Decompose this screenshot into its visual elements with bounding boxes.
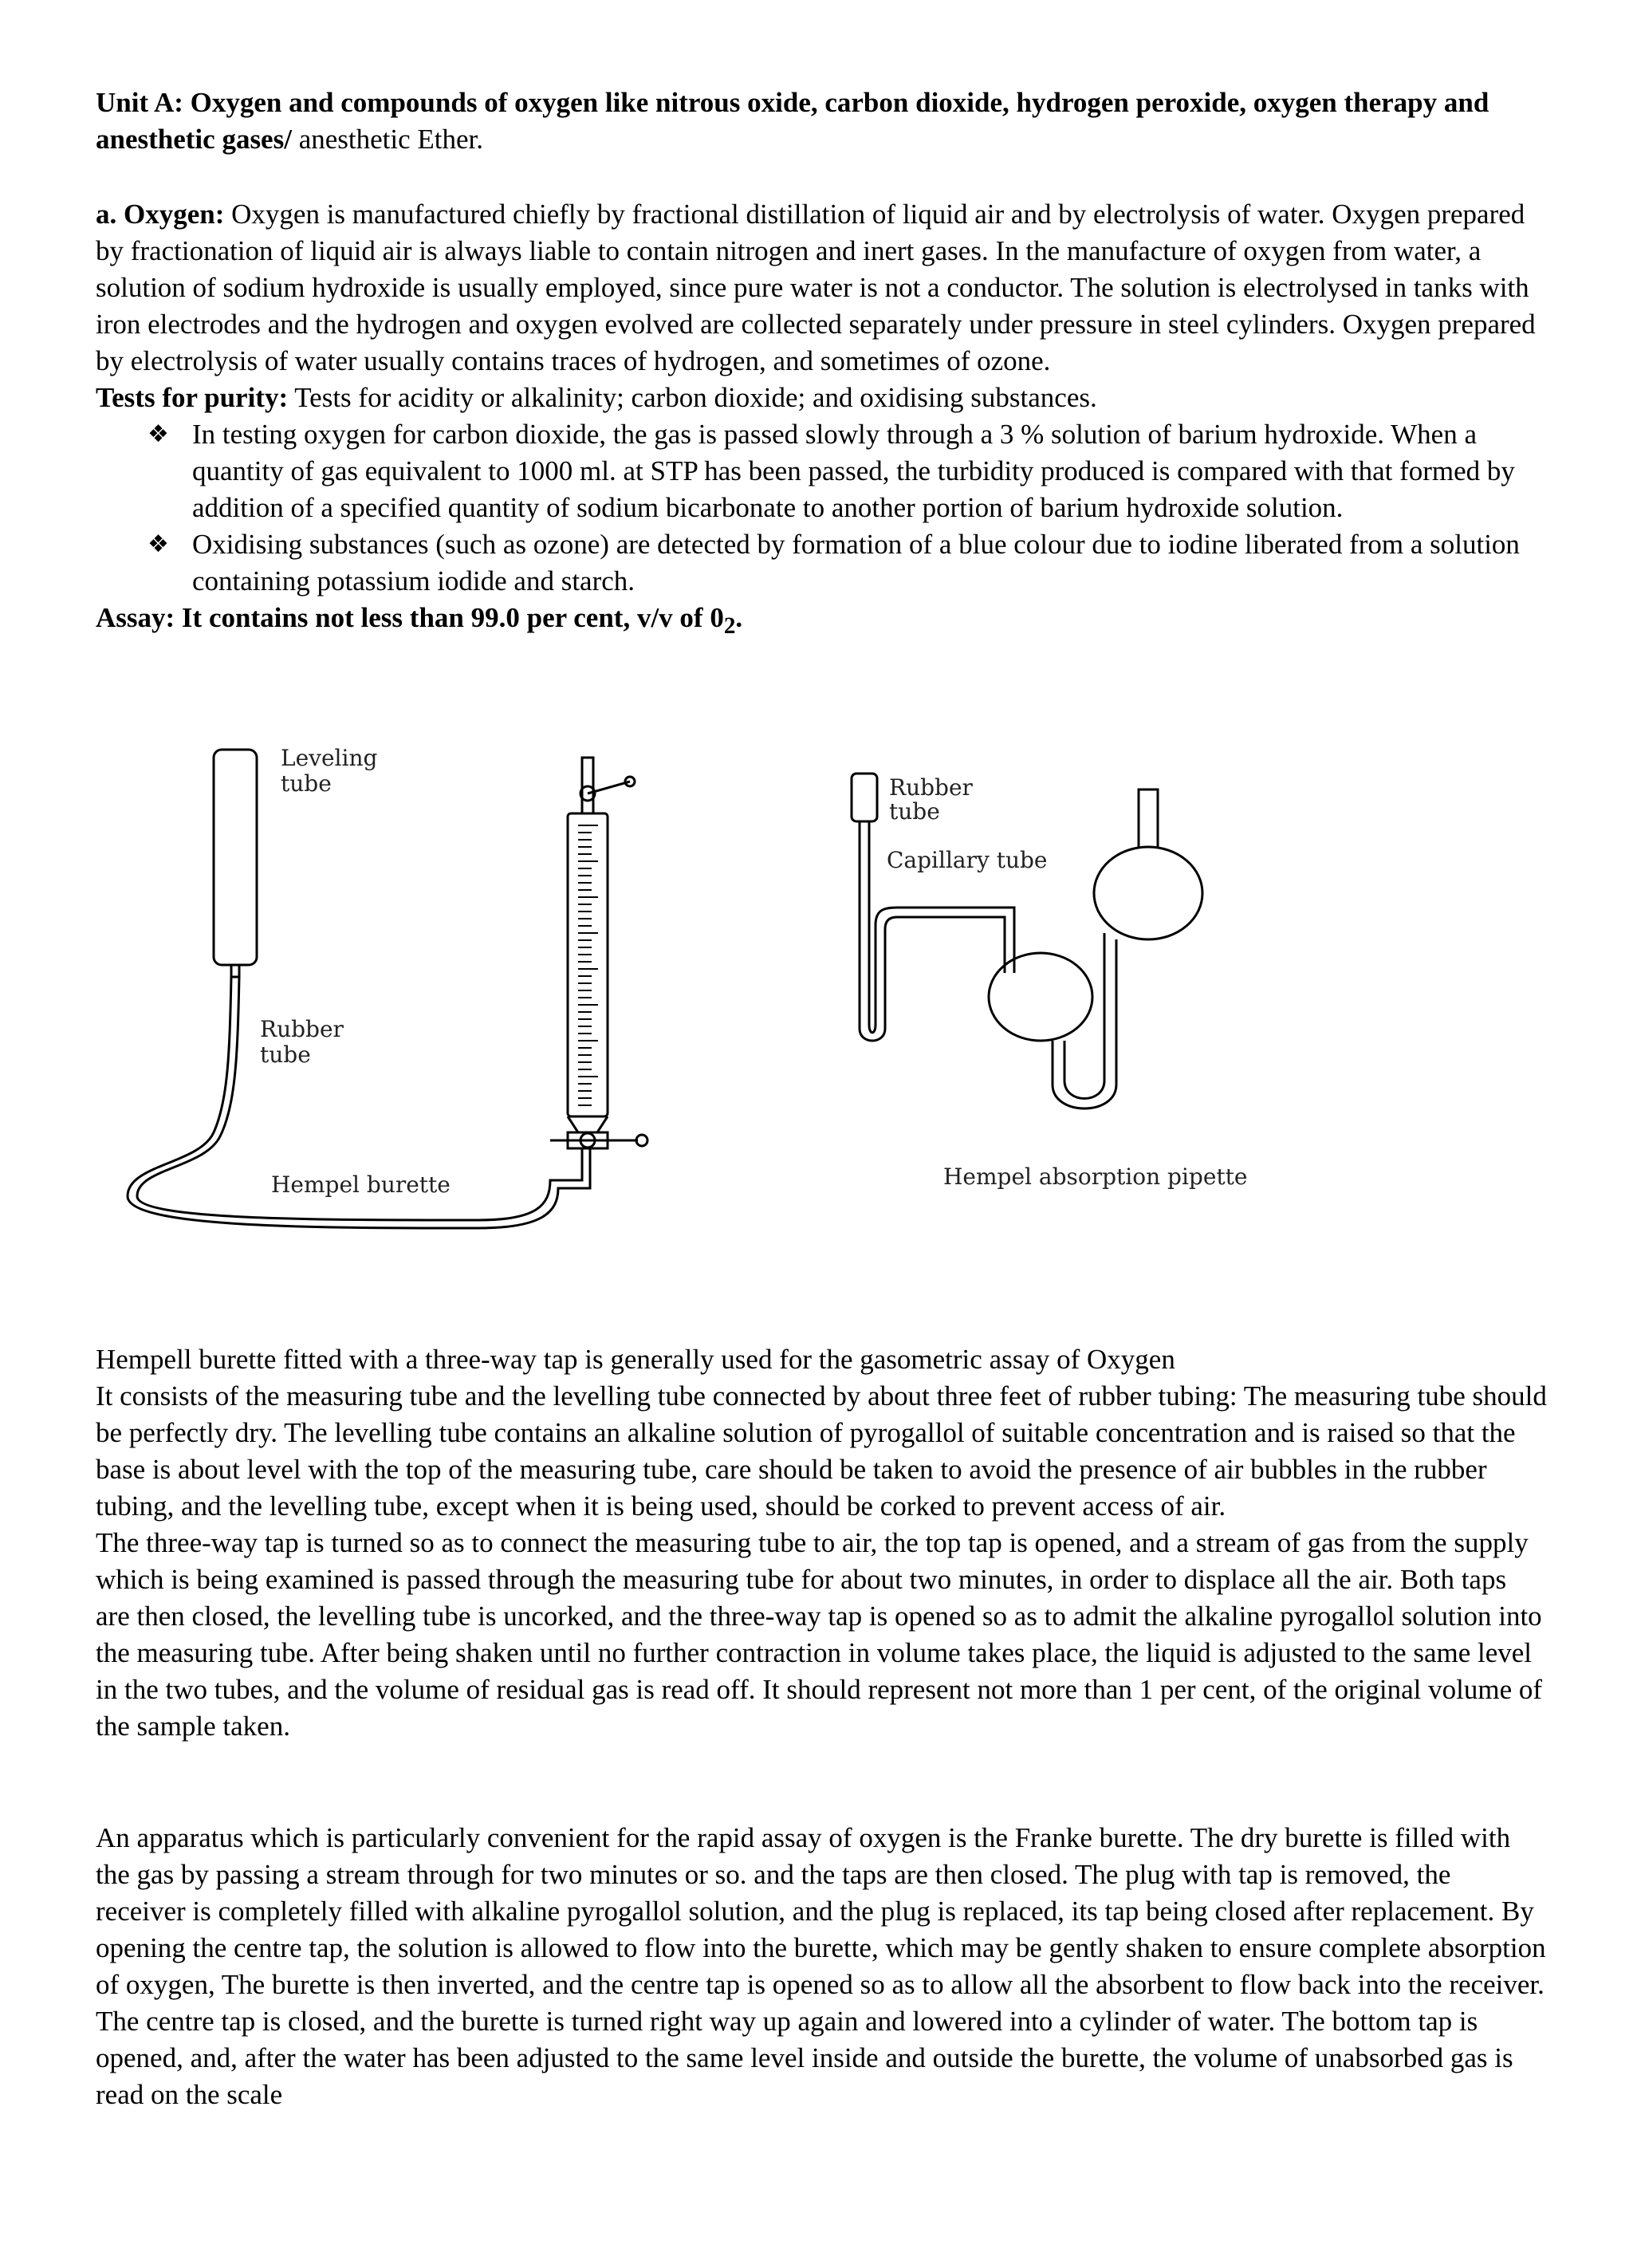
list-item-text: Oxidising substances (such as ozone) are detected by formation of a blue colour due to iodine liberated from a solution containing potassium iodide and starch. [192,529,1520,597]
title-paragraph [96,85,1547,158]
assay-main: Assay: It contains not less than 99.0 per cent, v/v of 0 [96,602,724,633]
diamond-bullet-icon: ❖ [148,420,169,448]
list-item [148,416,1547,526]
oxygen-paragraph [96,196,1547,380]
purity-test-list [96,416,1547,600]
hempel-burette-caption: Hempel burette [271,1171,451,1198]
upper-bulb-neck [1139,789,1158,847]
connecting-u-tube-outer [1053,939,1116,1108]
burette-section [96,1341,1547,1745]
leveling-tube-neck [231,965,239,977]
leveling-tube-body [214,750,257,965]
burette-paragraph-2: It consists of the measuring tube and the levelling tube connected by about three feet of rubber tubing: The measuring tube should be perfectly dry. The levelling tube contains an alkaline solution of pyrogallol of suitable concentration and is raised so that the base is about level with the top of the measuring tube, care should be taken to avoid the presence of air bubbles in the rubber tubing, and the levelling tube, except when it is being used, should be corked to prevent access of air. [96,1380,1547,1522]
title-rest: anesthetic Ether. [291,124,483,155]
unit-title [96,85,1547,158]
rubber-tube-right-label-line2: tube [889,798,940,825]
list-item [148,526,1547,600]
franke-section [96,1820,1547,2113]
measuring-tube-body [568,813,608,1116]
list-item-text: In testing oxygen for carbon dioxide, the gas is passed slowly through a 3 % solution of barium hydroxide. When a quantity of gas equivalent to 1000 ml. at STP has been passed, the turbidity produced is compared with that formed by addition of a specified quantity of sodium bicarbonate to another portion of barium hydroxide solution. [192,419,1515,523]
pipette-rubber-tube [852,774,877,821]
rubber-tube-left-label-line2: tube [260,1041,311,1068]
leveling-tube-label-line1: Leveling [281,745,378,771]
purity-text: Tests for acidity or alkalinity; carbon dioxide; and oxidising substances. [288,382,1097,413]
connecting-u-tube-inner [1064,933,1104,1099]
hempel-burette-drawing [128,750,647,1228]
burette-graduations [578,825,598,1105]
rubber-tube-right-label-line1: Rubber [889,774,973,801]
three-way-tap-knob-icon [636,1135,647,1146]
lower-bulb [989,953,1092,1041]
leveling-tube-label-line2: tube [281,770,332,797]
hempel-pipette-caption: Hempel absorption pipette [943,1164,1248,1190]
capillary-tube-label: Capillary tube [887,847,1048,873]
upper-bulb [1094,847,1202,939]
franke-paragraph: An apparatus which is particularly convenient for the rapid assay of oxygen is the Franke burette. The dry burette is filled with the gas by passing a stream through for two minutes or so. and the taps are then closed. The plug with tap is removed, the receiver is completely filled with alkaline pyrogallol solution, and the plug is replaced, its tap being closed after replacement. By opening the centre tap, the solution is allowed to flow into the burette, which may be gently shaken to ensure complete absorption of oxygen, The burette is then inverted, and the centre tap is opened so as to allow all the absorbent to flow back into the receiver. The centre tap is closed, and the burette is turned right way up again and lowered into a cylinder of water. The bottom tap is opened, and, after the water has been adjusted to the same level inside and outside the burette, the volume of unabsorbed gas is read on the scale [96,1822,1546,2110]
title-bold: Unit A: Oxygen and compounds of oxygen like nitrous oxide, carbon dioxide, hydrogen peroxide, oxygen therapy and anesthetic gases/ [96,87,1489,155]
oxygen-text: Oxygen is manufactured chiefly by fractional distillation of liquid air and by electrolysis of water. Oxygen prepared by fractionation of liquid air is always liable to contain nitrogen and inert gases. In the manufacture of oxygen from water, a solution of sodium hydroxide is usually employed, since pure water is not a conductor. The solution is electrolysed in tanks with iron electrodes and the hydrogen and oxygen evolved are collected separately under pressure in steel cylinders. Oxygen prepared by electrolysis of water usually contains traces of hydrogen, and sometimes of ozone. [96,199,1536,376]
measuring-tube-base [568,1116,608,1132]
assay-subscript: 2 [723,613,736,639]
assay-end: . [735,602,743,633]
burette-paragraph-1: Hempell burette fitted with a three-way tap is generally used for the gasometric assay of Oxygen [96,1344,1175,1375]
apparatus-figure [0,718,1633,1276]
oxygen-label: a. Oxygen: [96,199,225,230]
rubber-tube-left-label-line1: Rubber [260,1016,344,1042]
assay-paragraph [96,600,1547,644]
diamond-bullet-icon: ❖ [148,530,169,558]
oxygen-section [96,196,1547,644]
burette-paragraph-3: The three-way tap is turned so as to connect the measuring tube to air, the top tap is opened, and a stream of gas from the supply which is being examined is passed through the measuring tube for about two minutes, in order to displace all the air. Both taps are then closed, the levelling tube is uncorked, and the three-way tap is opened so as to admit the alkaline pyrogallol solution into the measuring tube. After being shaken until no further contraction in volume takes place, the liquid is adjusted to the same level in the two tubes, and the volume of residual gas is read off. It should represent not more than 1 per cent, of the original volume of the sample taken. [96,1527,1543,1742]
purity-label: Tests for purity: [96,382,289,413]
purity-paragraph [96,380,1547,416]
